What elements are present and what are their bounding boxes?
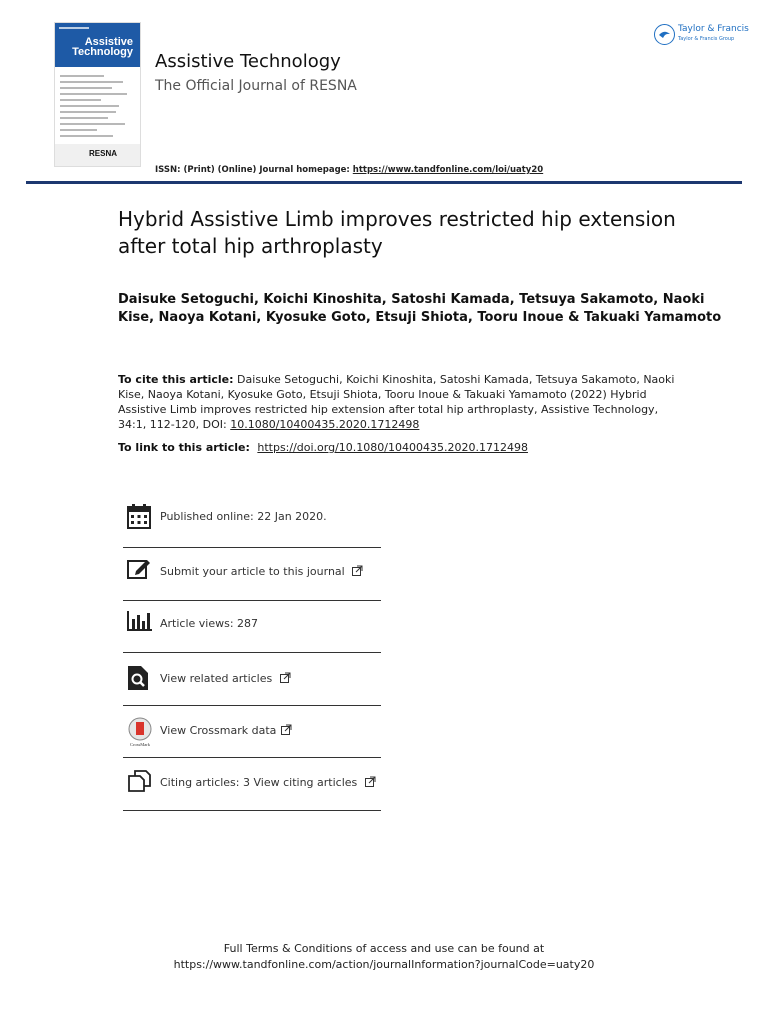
crossmark-text: View Crossmark data [160, 724, 277, 737]
citation-doi-link[interactable]: 10.1080/10400435.2020.1712498 [230, 418, 420, 431]
citation-label: To cite this article: [118, 373, 234, 386]
external-link-icon [365, 776, 376, 790]
journal-title: Assistive Technology [155, 51, 341, 72]
bar-chart-icon [127, 610, 153, 636]
footer-line1: Full Terms & Conditions of access and use can be found at [223, 942, 545, 955]
citing-articles-item[interactable] [123, 759, 381, 811]
crossmark-icon-text: CrossMark [130, 742, 150, 747]
journal-homepage-link[interactable]: https://www.tandfonline.com/loi/uaty20 [352, 165, 544, 175]
issn-label: ISSN: (Print) (Online) Journal homepage: [155, 165, 350, 175]
issn-line [155, 165, 543, 175]
external-link-icon [280, 672, 291, 686]
cover-title-line2: Technology [72, 46, 133, 58]
citation-block [118, 372, 678, 432]
article-views-label: Article views: 287 [160, 617, 259, 630]
submit-article-label [160, 565, 363, 579]
journal-cover-thumbnail [54, 22, 141, 167]
calendar-icon [127, 503, 153, 529]
crossmark-icon [127, 717, 153, 747]
crossmark-label [160, 724, 292, 738]
terms-footer [0, 941, 768, 973]
link-label: To link to this article: [118, 441, 250, 454]
publisher-group: Taylor & Francis Group [678, 36, 735, 42]
article-authors: Daisuke Setoguchi, Koichi Kinoshita, Satoshi Kamada, Tetsuya Sakamoto, Naoki Kise, Naoya Kotani, Kyosuke Goto, Etsuji Shiota, Tooru Inoue & Takuaki Yamamoto [118, 292, 722, 325]
article-link-line [118, 441, 528, 454]
publisher-logo-icon [654, 24, 675, 45]
related-articles-label [160, 672, 291, 686]
cover-title-line1: Assistive [84, 36, 133, 48]
citing-articles-text: Citing articles: 3 View citing articles [160, 776, 358, 789]
article-views-item [123, 600, 381, 652]
external-link-icon [352, 565, 363, 579]
related-articles-text: View related articles [160, 672, 273, 685]
citing-articles-label [160, 776, 376, 790]
publisher-name: Taylor & Francis [678, 24, 749, 34]
article-title: Hybrid Assistive Limb improves restricted hip extension after total hip arthroplasty [118, 207, 676, 258]
citation-text: Daisuke Setoguchi, Koichi Kinoshita, Satoshi Kamada, Tetsuya Sakamoto, Naoki Kise, Naoya Kotani, Kyosuke Goto, Etsuji Shiota, Tooru Inoue & Takuaki Yamamoto (2022) Hybrid Assistive Limb improves restricted hip extension after total hip arthroplasty, Assistive Technology, 34:1, 112-120, DOI: [118, 373, 675, 431]
submit-article-item[interactable] [123, 548, 381, 600]
cover-contents-lines [60, 75, 134, 141]
citing-documents-icon [127, 769, 153, 795]
submit-article-text: Submit your article to this journal [160, 565, 345, 578]
info-divider [123, 652, 381, 653]
edit-icon [127, 558, 153, 584]
cover-title-band [55, 23, 140, 67]
document-search-icon [127, 665, 153, 691]
published-online-item [123, 493, 381, 545]
published-online-label: Published online: 22 Jan 2020. [160, 510, 327, 523]
cover-resna-logo: RESNA [89, 149, 118, 158]
info-divider [123, 705, 381, 706]
external-link-icon [281, 724, 292, 738]
info-divider [123, 757, 381, 758]
header-divider [26, 181, 742, 184]
footer-url[interactable]: https://www.tandfonline.com/action/journalInformation?journalCode=uaty20 [173, 958, 595, 971]
article-doi-url-link[interactable]: https://doi.org/10.1080/10400435.2020.1712498 [257, 441, 528, 454]
journal-subtitle: The Official Journal of RESNA [155, 78, 357, 94]
info-divider [123, 810, 381, 811]
crossmark-item[interactable] [123, 707, 381, 759]
related-articles-item[interactable] [123, 655, 381, 707]
